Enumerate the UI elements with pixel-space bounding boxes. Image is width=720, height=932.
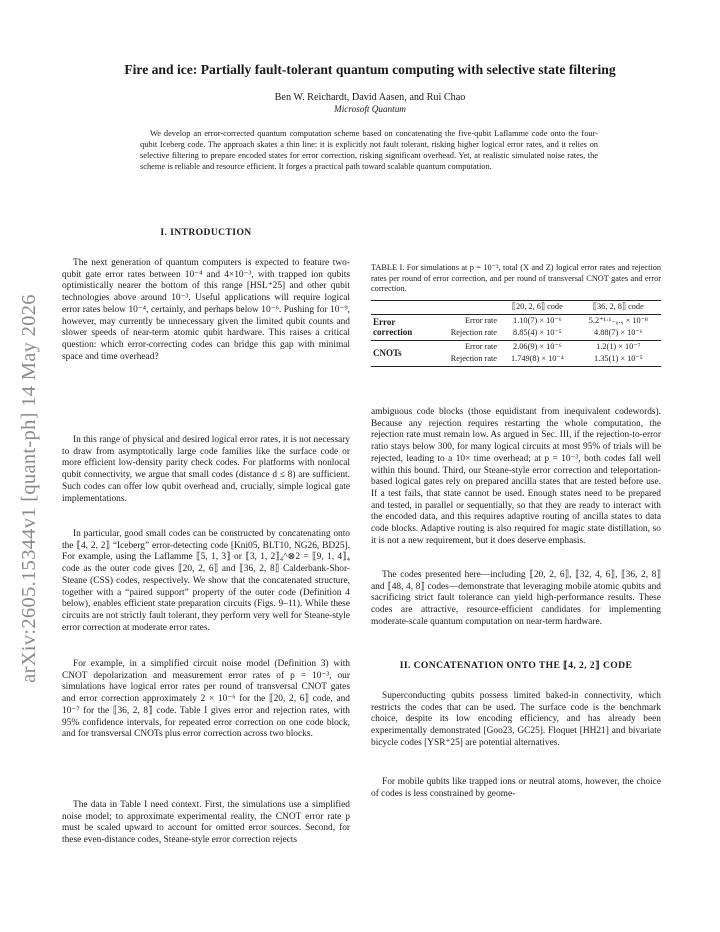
affiliation: Microsoft Quantum	[334, 104, 406, 114]
table-row	[371, 314, 661, 327]
right-paragraph-1: ambiguous code blocks (those equidistant from inequivalent codewords). Because any rejection requires restarting the whole computation, the rejection rate must remain low. As argued in Sec. III, if the rejection-to-error ratio stays below 300, for many logical circuits at most 95% of trials will be rejected, leading to a 10× time overhead; at p = 10⁻³, both codes fall well within this bound. Third, our Steane-style error correction and teleportation-based logical gates rely on prepared ancilla states that are tested before use. If a test fails, that state cannot be used. Enough states need to be prepared and tested, in parallel or sequentially, so that they are ready to interact with the encoded data, and this requires adaptive routing of ancilla states to data code blocks. Adaptive routing is also required for magic state distillation, so it is not a new requirement, but it does deserve emphasis.	[371, 407, 661, 546]
table-cell: 1.10(7) × 10⁻⁶	[499, 314, 576, 327]
table-row	[371, 340, 661, 353]
table-cell: 8.85(4) × 10⁻⁵	[513, 328, 562, 338]
results-table	[371, 300, 661, 367]
metric-label: Rejection rate	[450, 328, 497, 338]
table-caption: TABLE I. For simulations at p = 10⁻³, total (X and Z) logical error rates and rejection rates per round of error correction, and per round of transversal CNOT gates and error correction.	[371, 263, 661, 294]
table-bottom-rule	[371, 366, 661, 367]
section-heading-concatenation: II. CONCATENATION ONTO THE ⟦4, 2, 2⟧ CODE	[399, 660, 633, 671]
table-cell: 5.2⁺¹·¹₋₀.₉ × 10⁻⁸	[576, 314, 661, 327]
metric-label: Rejection rate	[450, 354, 497, 364]
table-cell: 1.749(8) × 10⁻⁴	[510, 354, 564, 364]
column-header-36-2-8: ⟦36, 2, 8⟧ code	[592, 302, 644, 311]
metric-label: Error rate	[431, 314, 499, 327]
table-cell: 1.35(1) × 10⁻⁵	[594, 354, 643, 364]
intro-paragraph-5: The data in Table I need context. First, the simulations use a simplified noise model; to approximate experimental reality, the CNOT error rate p must be scaled upward to account for omitted error sources. Second, for these even-distance codes, Steane-style error correction rejects	[62, 800, 350, 846]
intro-paragraph-2: In this range of physical and desired logical error rates, it is not necessary to draw from asymptotically large code families like the surface code or more efficient low-density parity check codes. For platforms with nonlocal qubit connectivity, we argue that small codes (distance d ≤ 8) are sufficient. Such codes can offer low qubit overhead and, crucially, simple logical gate implementations.	[62, 435, 350, 504]
group-label-cnots: CNOTs	[371, 340, 431, 366]
section2-paragraph-1: Superconducting qubits possess limited baked-in connectivity, which restricts the codes that can be used. The surface code is the benchmark choice, despite its low encoding efficiency, and has already been experimentally demonstrated [Goo23, GC25]. Floquet [HH21] and bivariate bicycle codes [YSR⁺25] are potential alternatives.	[371, 691, 661, 748]
author-list: Ben W. Reichardt, David Aasen, and Rui Chao	[274, 92, 466, 103]
paper-title: Fire and ice: Partially fault-tolerant quantum computing with selective state filtering	[124, 62, 616, 77]
intro-paragraph-3: In particular, good small codes can be constructed by concatenating onto the ⟦4, 2, 2⟧ “Iceberg” error-detecting code [Kni05, BLT10, NG26, BD25]. For example, using the Laflamme ⟦5, 1, 3⟧ or ⟦3, 1, 2⟧₄^⊗2 = ⟦9, 1, 4⟧₄ code as the outer code gives ⟦20, 2, 6⟧ and ⟦36, 2, 8⟧ Calderbank-Shor-Steane (CSS) codes, respectively. We show that the concatenated structure, together with a “paired support” property of the outer code (Definition 4 below), enables efficient state preparation circuits (Figs. 9–11). While these circuits are not strictly fault tolerant, they perform very well for Steane-style error correction at moderate error rates.	[62, 529, 350, 633]
table-cell: 4.88(7) × 10⁻⁶	[594, 328, 643, 338]
group-label-error-correction: Error correction	[371, 314, 431, 340]
arxiv-identifier: arXiv:2605.15344v1 [quant-ph] 14 May 2026	[17, 293, 40, 683]
table-header-row	[371, 301, 661, 314]
metric-label: Error rate	[431, 340, 499, 353]
intro-paragraph-1: The next generation of quantum computers is expected to feature two-qubit gate error rates between 10⁻⁴ and 4×10⁻³, with trapped ion qubits optimistically nearer the bottom of this range [HSL⁺25] and other qubit technologies above around 10⁻³. Useful applications will require logical error rates below 10⁻⁴, certainly, and perhaps below 10⁻⁶. Pushing for 10⁻⁹, however, may currently be unnecessary given the limited qubit counts and slower speeds of near-term atomic qubit hardware. This raises a critical question: which error-correcting codes can bridge this gap with minimal space and time overhead?	[62, 258, 350, 362]
right-paragraph-2: The codes presented here—including ⟦20, 2, 6⟧, ⟦32, 4, 6⟧, ⟦36, 2, 8⟧ and ⟦48, 4, 8⟧ codes—demonstrate that leveraging mobile atomic qubits and sacrificing strict fault tolerance can yield high-performance results. These codes are attractive, resource-efficient candidates for implementing moderate-scale quantum computation on near-term hardware.	[371, 570, 661, 627]
section2-paragraph-2: For mobile qubits like trapped ions or neutral atoms, however, the choice of codes is less constrained by geome-	[371, 777, 661, 799]
table-cell: 1.2(1) × 10⁻⁷	[576, 340, 661, 353]
abstract: We develop an error-corrected quantum computation scheme based on concatenating the five-qubit Laflamme code onto the four-qubit Iceberg code. The approach skates a thin line: it is explicitly not fault tolerant, risking higher logical error rates, and it relies on selective filtering to prepare encoded states for error correction, risking significant overhead. Yet, at realistic simulated noise rates, the scheme is reliable and resource efficient. It forges a practical path toward scalable quantum computation.	[140, 129, 598, 171]
column-header-20-2-6: ⟦20, 2, 6⟧ code	[511, 302, 563, 311]
intro-paragraph-4: For example, in a simplified circuit noise model (Definition 3) with CNOT depolarization and measurement error rates of p = 10⁻³, our simulations have logical error rates per round of transversal CNOT gates and error correction approximately 2 × 10⁻⁶ for the ⟦20, 2, 6⟧ code, and 10⁻⁷ for the ⟦36, 2, 8⟧ code. Table I gives error and rejection rates, with 95% confidence intervals, for repeated error correction on one code block, and for transversal CNOTs plus error correction across two blocks.	[62, 659, 350, 740]
section-heading-introduction: I. INTRODUCTION	[160, 227, 252, 238]
arxiv-identifier-stamp	[12, 278, 46, 698]
table-cell: 2.06(9) × 10⁻⁶	[499, 340, 576, 353]
